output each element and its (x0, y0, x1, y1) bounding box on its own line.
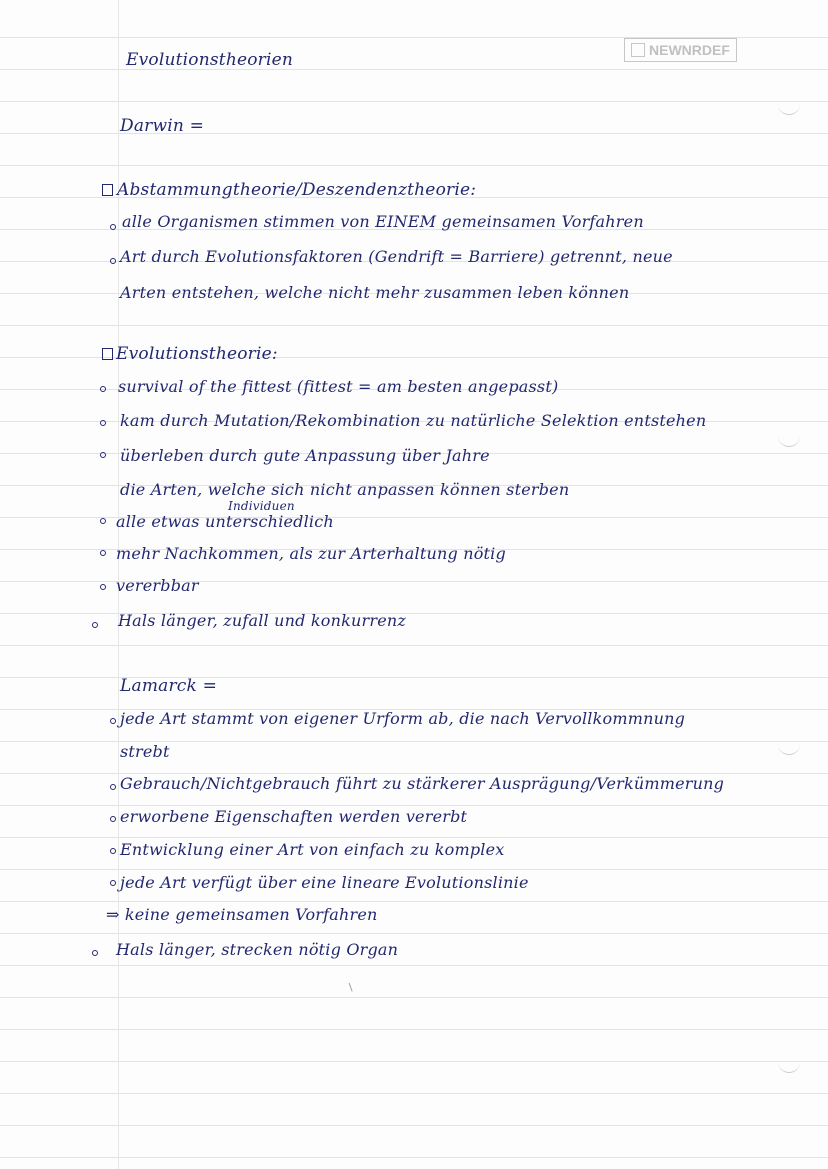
list-item: Entwicklung einer Art von einfach zu komplex (120, 840, 505, 859)
bullet-icon (100, 518, 106, 524)
list-item: mehr Nachkommen, als zur Arterhaltung nötig (116, 544, 506, 563)
lamarck-heading: Lamarck (120, 676, 198, 696)
brand-logo (624, 38, 737, 62)
list-item: survival of the fittest (fittest = am besten angepasst) (118, 377, 559, 396)
list-item: strebt (120, 742, 170, 761)
evolution-heading: Evolutionstheorie: (116, 344, 278, 364)
bullet-icon (110, 816, 116, 822)
list-item: kam durch Mutation/Rekombination zu natürliche Selektion entstehen (120, 411, 707, 430)
punch-hole-1 (778, 98, 800, 115)
brand-mark-icon (631, 43, 645, 57)
margin-note: Individuen (228, 499, 295, 513)
list-item: Arten entstehen, welche nicht mehr zusammen leben können (120, 283, 630, 302)
list-item: Hals länger, zufall und konkurrenz (118, 611, 407, 630)
list-item: Art durch Evolutionsfaktoren (Gendrift = Barriere) getrennt, neue (120, 247, 673, 266)
bullet-icon (110, 784, 116, 790)
bullet-icon (110, 848, 116, 854)
list-item: überleben durch gute Anpassung über Jahre (120, 446, 490, 465)
bullet-icon (110, 718, 116, 724)
punch-hole-2 (778, 430, 800, 447)
bullet-icon (100, 420, 106, 426)
bullet-icon (110, 224, 116, 230)
list-item: jede Art verfügt über eine lineare Evolutionslinie (120, 873, 529, 892)
bullet-icon (110, 258, 116, 264)
punch-hole-4 (778, 1056, 800, 1073)
bullet-icon (92, 622, 98, 628)
darwin-heading-line (120, 116, 204, 136)
darwin-heading: Darwin (120, 116, 185, 136)
list-item: Gebrauch/Nichtgebrauch führt zu stärkerer Ausprägung/Verkümmerung (120, 774, 725, 793)
list-item: erworbene Eigenschaften werden vererbt (120, 807, 468, 826)
pen-mark (349, 981, 357, 991)
bullet-icon (100, 550, 106, 556)
checkbox-icon (102, 348, 113, 360)
list-item: alle etwas unterschiedlich (116, 512, 334, 531)
list-item: ⇒ keine gemeinsamen Vorfahren (106, 905, 378, 924)
page-title: Evolutionstheorien (126, 50, 294, 70)
punch-hole-3 (778, 738, 800, 755)
darwin-equals: = (189, 116, 205, 136)
bullet-icon (110, 880, 116, 886)
brand-name: NEWNRDEF (649, 42, 730, 58)
list-item: Hals länger, strecken nötig Organ (116, 940, 399, 959)
checkbox-icon (102, 184, 113, 196)
lamarck-heading-line (120, 676, 217, 696)
list-item: vererbbar (116, 576, 199, 595)
bullet-icon (100, 452, 106, 458)
bullet-icon (100, 386, 106, 392)
abstammung-heading: Abstammungtheorie/Deszendenztheorie: (117, 180, 477, 200)
list-item: die Arten, welche sich nicht anpassen können sterben (120, 480, 570, 499)
list-item: jede Art stammt von eigener Urform ab, die nach Vervollkommnung (120, 709, 686, 728)
bullet-icon (92, 950, 98, 956)
list-item: alle Organismen stimmen von EINEM gemeinsamen Vorfahren (122, 212, 644, 231)
lamarck-equals: = (202, 676, 218, 696)
bullet-icon (100, 584, 106, 590)
